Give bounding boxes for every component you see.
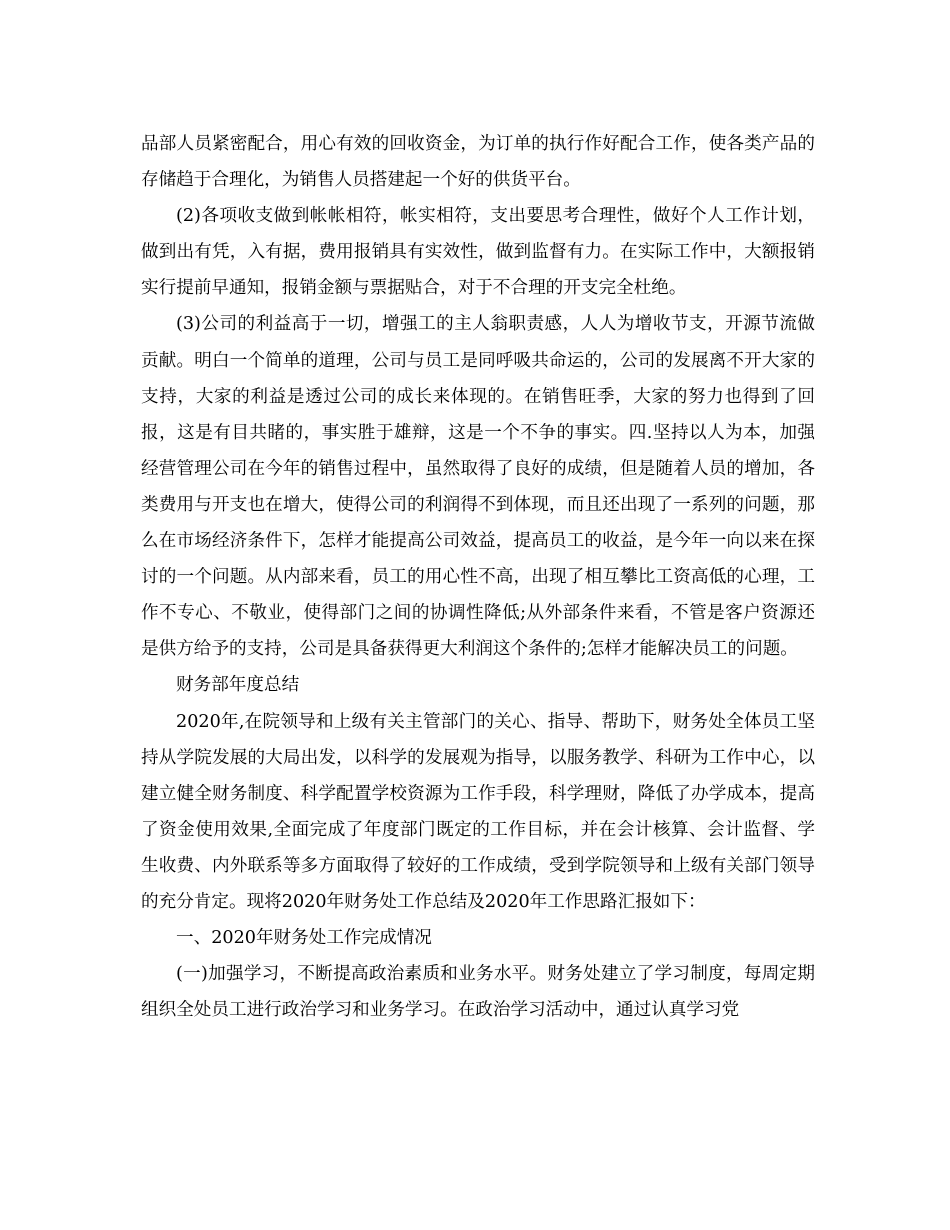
section-title-annual-summary: 财务部年度总结 [176,675,300,696]
section-heading-work-completion: 一、2020年财务处工作完成情况 [176,928,432,949]
paragraph-strengthen-learning: (一)加强学习，不断提高政治素质和业务水平。财务处建立了学习制度，每周定期组织全处员工进行政治学习和业务学习。在政治学习活动中，通过认真学习党 [141,964,815,1021]
paragraph-2020-overview: 2020年,在院领导和上级有关主管部门的关心、指导、帮助下，财务处全体员工坚持从学院发展的大局出发，以科学的发展观为指导，以服务教学、科研为工作中心，以建立健全财务制度、科学配置学校资源为工作手段，科学理财，降低了办学成本，提高了资金使用效果,全面完成了年度部门既定的工作目标，并在会计核算、会计监督、学生收费、内外联系等多方面取得了较好的工作成绩，受到学院领导和上级有关部门领导的充分肯定。现将2020年财务处工作总结及2020年工作思路汇报如下： [141,711,815,912]
paragraph-product-coordination: 品部人员紧密配合，用心有效的回收资金，为订单的执行作好配合工作，使各类产品的存储趋于合理化，为销售人员搭建起一个好的供货平台。 [141,134,815,191]
paragraph-income-expense: (2)各项收支做到帐帐相符，帐实相符，支出要思考合理性，做好个人工作计划，做到出有凭，入有据，费用报销具有实效性，做到监督有力。在实际工作中，大额报销实行提前早通知，报销金额与票据贴合，对于不合理的开支完全杜绝。 [141,206,815,299]
document-body [141,126,815,1028]
paragraph-company-interest: (3)公司的利益高于一切，增强工的主人翁职责感，人人为增收节支，开源节流做贡献。明白一个简单的道理，公司与员工是同呼吸共命运的，公司的发展离不开大家的支持，大家的利益是透过公司的成长来体现的。在销售旺季，大家的努力也得到了回报，这是有目共睹的，事实胜于雄辩，这是一个不争的事实。四.坚持以人为本，加强经营管理公司在今年的销售过程中，虽然取得了良好的成绩，但是随着人员的增加，各类费用与开支也在增大，使得公司的利润得不到体现，而且还出现了一系列的问题，那么在市场经济条件下，怎样才能提高公司效益，提高员工的收益，是今年一向以来在探讨的一个问题。从内部来看，员工的用心性不高，出现了相互攀比工资高低的心理，工作不专心、不敬业，使得部门之间的协调性降低;从外部条件来看，不管是客户资源还是供方给予的支持，公司是具备获得更大利润这个条件的;怎样才能解决员工的问题。 [141,314,815,660]
